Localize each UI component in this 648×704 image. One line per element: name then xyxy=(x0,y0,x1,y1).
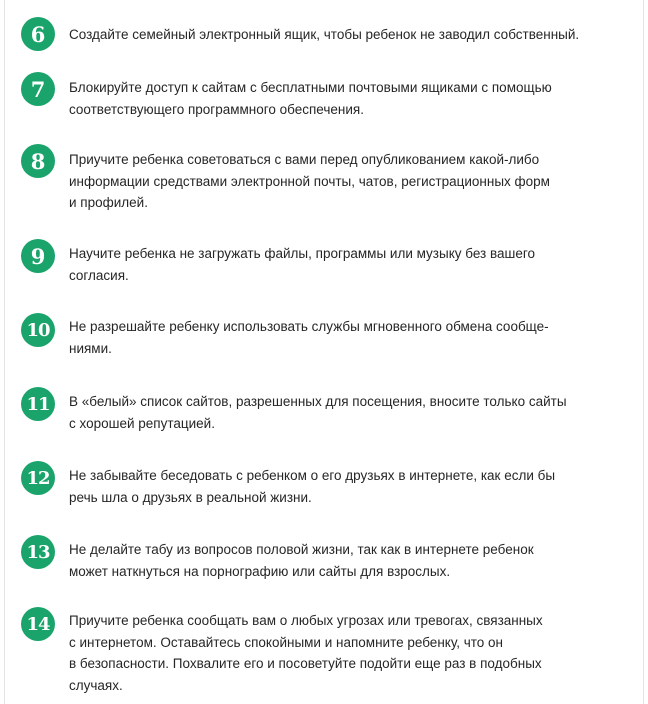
item-number-badge: 11 xyxy=(21,387,55,421)
item-number-badge: 12 xyxy=(21,461,55,495)
item-number-badge: 7 xyxy=(21,72,55,106)
item-number-badge: 8 xyxy=(21,144,55,178)
item-number-badge: 10 xyxy=(21,313,55,347)
item-number-badge: 6 xyxy=(21,17,55,51)
item-number-badge: 9 xyxy=(21,239,55,273)
document-page xyxy=(4,0,644,704)
item-text: Создайте семейный электронный ящик, чтобы ребенок не заводил собственный. xyxy=(69,27,580,42)
item-text: Не разрешайте ребенку использовать службы мгновенного обмена сообще- ниями. xyxy=(69,319,549,356)
item-text: Приучите ребенка советоваться с вами перед опубликованием какой-либо информации средствами электронной почты, чатов, регистрационных форм и профилей. xyxy=(69,152,550,210)
item-text: Не забывайте беседовать с ребенком о его друзьях в интернете, как если бы речь шла о друзьях в реальной жизни. xyxy=(69,468,556,505)
item-text: Научите ребенка не загружать файлы, программы или музыку без вашего согласия. xyxy=(69,246,535,283)
item-text: Не делайте табу из вопросов половой жизни, так как в интернете ребенок может наткнуться на порнографию или сайты для взрослых. xyxy=(69,542,534,579)
item-text: Блокируйте доступ к сайтам с бесплатными почтовыми ящиками с помощью соответствующего программного обеспечения. xyxy=(69,80,552,117)
item-text: Приучите ребенка сообщать вам о любых угрозах или тревогах, связанных с интернетом. Оставайтесь спокойными и напомните ребенку, что он в безопасности. Похвалите его и посоветуйте подойти еще раз в подобных случаях. xyxy=(69,613,543,693)
item-number-badge: 13 xyxy=(21,535,55,569)
item-text: В «белый» список сайтов, разрешенных для посещения, вносите только сайты с хорошей репутацией. xyxy=(69,394,567,431)
item-number-badge: 14 xyxy=(21,607,55,641)
